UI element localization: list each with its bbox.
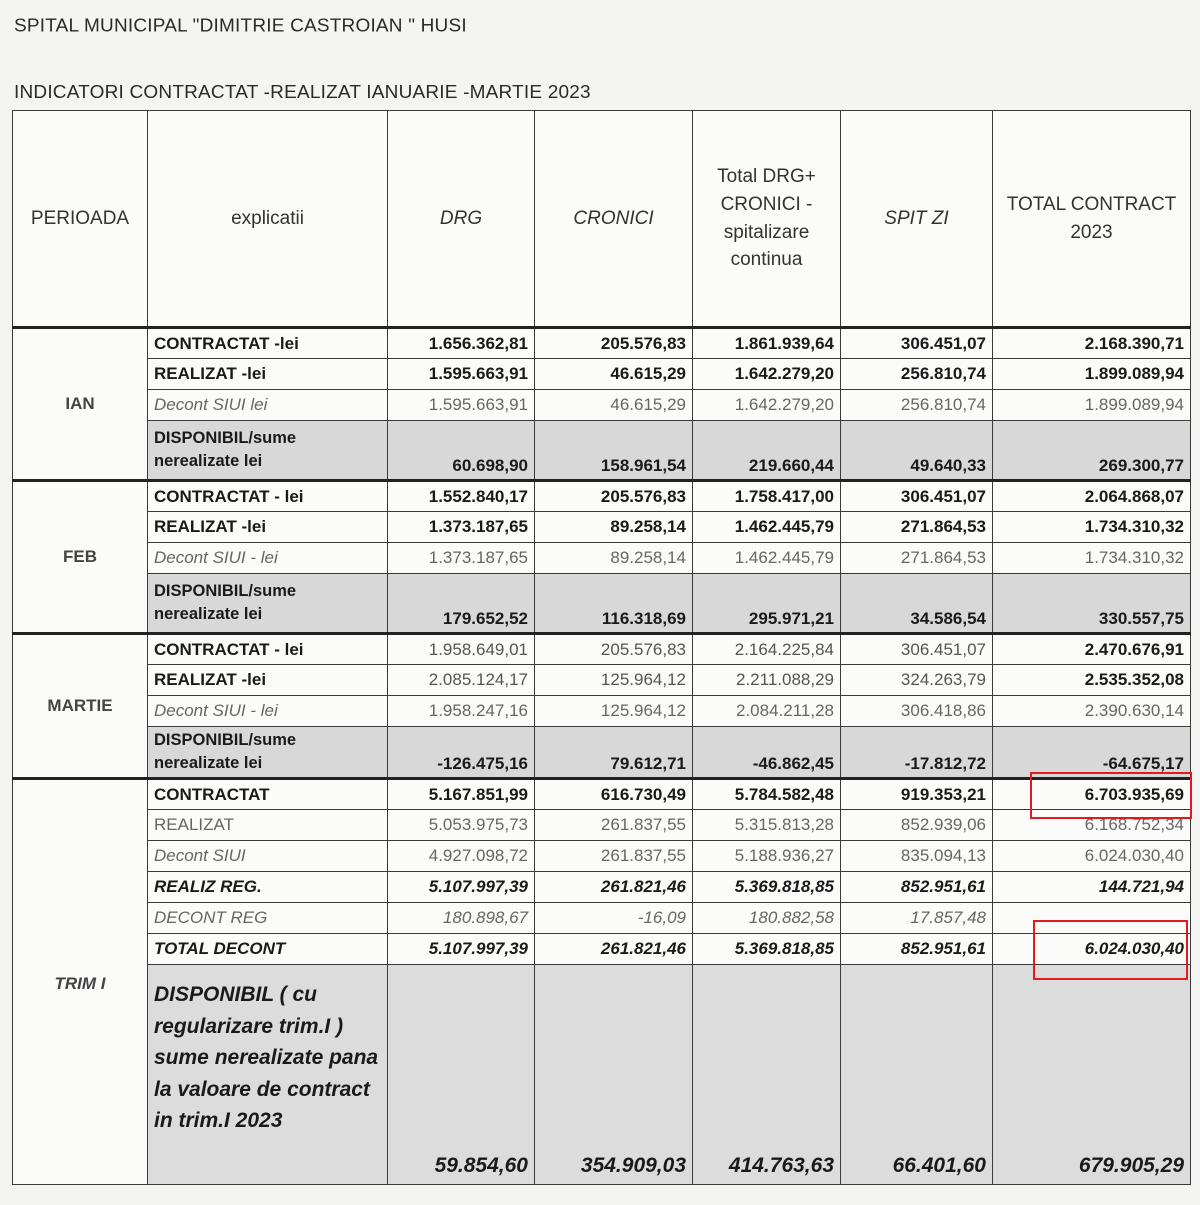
row-label: REALIZAT -lei bbox=[148, 665, 388, 696]
cell-cronici: 261.821,46 bbox=[535, 934, 693, 965]
cell-total-contract: 144.721,94 bbox=[993, 872, 1191, 903]
cell-total-drg-cronici: 2.164.225,84 bbox=[693, 634, 841, 665]
row-label: DISPONIBIL ( cu regularizare trim.I ) sume nerealizate pana la valoare de contract in trim.I 2023 bbox=[148, 965, 388, 1185]
table-row bbox=[13, 872, 1191, 903]
header-total-contract: TOTAL CONTRACT 2023 bbox=[993, 111, 1191, 328]
cell-spit-zi: 256.810,74 bbox=[841, 359, 993, 390]
cell-drg: 1.656.362,81 bbox=[388, 328, 535, 359]
row-label: REALIZ REG. bbox=[148, 872, 388, 903]
cell-total-contract: 1.899.089,94 bbox=[993, 359, 1191, 390]
header-perioada: PERIOADA bbox=[13, 111, 148, 328]
table-row-disponibil bbox=[13, 421, 1191, 481]
cell-cronici: 205.576,83 bbox=[535, 634, 693, 665]
cell-total-drg-cronici: 1.758.417,00 bbox=[693, 481, 841, 512]
table-row-disponibil bbox=[13, 574, 1191, 634]
cell-cronici: 89.258,14 bbox=[535, 543, 693, 574]
period-martie: MARTIE bbox=[13, 634, 148, 779]
cell-total-drg-cronici: 414.763,63 bbox=[693, 965, 841, 1185]
cell-total-drg-cronici: 2.211.088,29 bbox=[693, 665, 841, 696]
cell-total-contract: 330.557,75 bbox=[993, 574, 1191, 634]
cell-drg: 1.552.840,17 bbox=[388, 481, 535, 512]
row-label: Decont SIUI - lei bbox=[148, 543, 388, 574]
cell-total-drg-cronici: 2.084.211,28 bbox=[693, 696, 841, 727]
row-label: CONTRACTAT -lei bbox=[148, 328, 388, 359]
row-label: TOTAL DECONT bbox=[148, 934, 388, 965]
table-row bbox=[13, 390, 1191, 421]
row-label: REALIZAT -lei bbox=[148, 359, 388, 390]
row-label: REALIZAT -lei bbox=[148, 512, 388, 543]
cell-spit-zi: 852.951,61 bbox=[841, 934, 993, 965]
table-row bbox=[13, 779, 1191, 810]
row-label: DECONT REG bbox=[148, 903, 388, 934]
cell-total-contract: 1.899.089,94 bbox=[993, 390, 1191, 421]
cell-cronici: 125.964,12 bbox=[535, 665, 693, 696]
cell-spit-zi: 271.864,53 bbox=[841, 543, 993, 574]
cell-spit-zi: 306.418,86 bbox=[841, 696, 993, 727]
cell-total-contract: 2.535.352,08 bbox=[993, 665, 1191, 696]
period-trim-i bbox=[13, 779, 148, 1185]
cell-total-contract: 6.024.030,40 bbox=[993, 934, 1191, 965]
hospital-name: SPITAL MUNICIPAL "DIMITRIE CASTROIAN " HUSI bbox=[14, 16, 467, 37]
report-title: INDICATORI CONTRACTAT -REALIZAT IANUARIE -MARTIE 2023 bbox=[14, 82, 591, 103]
cell-total-drg-cronici: 180.882,58 bbox=[693, 903, 841, 934]
cell-cronici: 261.837,55 bbox=[535, 810, 693, 841]
cell-spit-zi: 306.451,07 bbox=[841, 481, 993, 512]
row-label: CONTRACTAT bbox=[148, 779, 388, 810]
cell-cronici: 205.576,83 bbox=[535, 328, 693, 359]
cell-drg: 1.958.649,01 bbox=[388, 634, 535, 665]
cell-spit-zi: 919.353,21 bbox=[841, 779, 993, 810]
cell-drg: 1.595.663,91 bbox=[388, 390, 535, 421]
cell-drg: 5.053.975,73 bbox=[388, 810, 535, 841]
header-cronici: CRONICI bbox=[535, 111, 693, 328]
cell-total-contract: 2.470.676,91 bbox=[993, 634, 1191, 665]
header-spit-zi: SPIT ZI bbox=[841, 111, 993, 328]
cell-spit-zi: 256.810,74 bbox=[841, 390, 993, 421]
cell-cronici: 79.612,71 bbox=[535, 727, 693, 779]
cell-drg: 1.373.187,65 bbox=[388, 512, 535, 543]
period-trim-i-label: TRIM I bbox=[54, 974, 106, 993]
cell-total-contract: 269.300,77 bbox=[993, 421, 1191, 481]
table-header-row bbox=[13, 111, 1191, 328]
cell-spit-zi: 324.263,79 bbox=[841, 665, 993, 696]
cell-cronici: 261.821,46 bbox=[535, 872, 693, 903]
cell-spit-zi: 835.094,13 bbox=[841, 841, 993, 872]
table-row bbox=[13, 512, 1191, 543]
row-label: REALIZAT bbox=[148, 810, 388, 841]
cell-total-drg-cronici: 1.462.445,79 bbox=[693, 512, 841, 543]
cell-spit-zi: 306.451,07 bbox=[841, 634, 993, 665]
cell-cronici: 116.318,69 bbox=[535, 574, 693, 634]
table-row-disponibil-final bbox=[13, 965, 1191, 1185]
table-row bbox=[13, 634, 1191, 665]
cell-drg: 4.927.098,72 bbox=[388, 841, 535, 872]
cell-drg: 180.898,67 bbox=[388, 903, 535, 934]
cell-drg: -126.475,16 bbox=[388, 727, 535, 779]
cell-cronici: 46.615,29 bbox=[535, 390, 693, 421]
table-row bbox=[13, 328, 1191, 359]
cell-total-drg-cronici: 5.784.582,48 bbox=[693, 779, 841, 810]
header-explicatii: explicatii bbox=[148, 111, 388, 328]
cell-cronici: 616.730,49 bbox=[535, 779, 693, 810]
cell-cronici: 46.615,29 bbox=[535, 359, 693, 390]
cell-total-drg-cronici: 5.188.936,27 bbox=[693, 841, 841, 872]
indicators-table bbox=[12, 110, 1191, 1185]
cell-total-contract: 6.168.752,34 bbox=[993, 810, 1191, 841]
cell-drg: 2.085.124,17 bbox=[388, 665, 535, 696]
cell-spit-zi: 17.857,48 bbox=[841, 903, 993, 934]
cell-total-contract: 2.168.390,71 bbox=[993, 328, 1191, 359]
table-row-disponibil bbox=[13, 727, 1191, 779]
row-label: CONTRACTAT - lei bbox=[148, 481, 388, 512]
header-total-drg-cronici: Total DRG+ CRONICI - spitalizare continua bbox=[693, 111, 841, 328]
cell-total-contract: 2.064.868,07 bbox=[993, 481, 1191, 512]
row-label: CONTRACTAT - lei bbox=[148, 634, 388, 665]
cell-spit-zi: 271.864,53 bbox=[841, 512, 993, 543]
table-row bbox=[13, 903, 1191, 934]
row-label: DISPONIBIL/sume nerealizate lei bbox=[148, 421, 388, 481]
table-row bbox=[13, 665, 1191, 696]
row-label: Decont SIUI - lei bbox=[148, 696, 388, 727]
table-row bbox=[13, 359, 1191, 390]
cell-total-drg-cronici: 219.660,44 bbox=[693, 421, 841, 481]
cell-spit-zi: 66.401,60 bbox=[841, 965, 993, 1185]
cell-cronici: 261.837,55 bbox=[535, 841, 693, 872]
cell-drg: 5.167.851,99 bbox=[388, 779, 535, 810]
cell-spit-zi: 852.939,06 bbox=[841, 810, 993, 841]
cell-total-drg-cronici: -46.862,45 bbox=[693, 727, 841, 779]
cell-drg: 59.854,60 bbox=[388, 965, 535, 1185]
cell-total-contract: 1.734.310,32 bbox=[993, 543, 1191, 574]
cell-total-drg-cronici: 1.642.279,20 bbox=[693, 390, 841, 421]
header-drg: DRG bbox=[388, 111, 535, 328]
table-row bbox=[13, 934, 1191, 965]
cell-total-contract bbox=[993, 903, 1191, 934]
cell-total-contract: 1.734.310,32 bbox=[993, 512, 1191, 543]
cell-total-contract: 6.703.935,69 bbox=[993, 779, 1191, 810]
cell-drg: 5.107.997,39 bbox=[388, 934, 535, 965]
cell-total-drg-cronici: 1.861.939,64 bbox=[693, 328, 841, 359]
table-row bbox=[13, 841, 1191, 872]
table-row bbox=[13, 696, 1191, 727]
cell-cronici: 354.909,03 bbox=[535, 965, 693, 1185]
cell-total-drg-cronici: 295.971,21 bbox=[693, 574, 841, 634]
cell-total-drg-cronici: 5.315.813,28 bbox=[693, 810, 841, 841]
cell-total-drg-cronici: 1.462.445,79 bbox=[693, 543, 841, 574]
row-label: DISPONIBIL/sume nerealizate lei bbox=[148, 574, 388, 634]
row-label: Decont SIUI lei bbox=[148, 390, 388, 421]
cell-cronici: 125.964,12 bbox=[535, 696, 693, 727]
cell-cronici: 205.576,83 bbox=[535, 481, 693, 512]
table-row bbox=[13, 481, 1191, 512]
cell-total-drg-cronici: 5.369.818,85 bbox=[693, 872, 841, 903]
cell-drg: 1.373.187,65 bbox=[388, 543, 535, 574]
cell-drg: 5.107.997,39 bbox=[388, 872, 535, 903]
table-row bbox=[13, 810, 1191, 841]
cell-spit-zi: -17.812,72 bbox=[841, 727, 993, 779]
cell-total-contract: -64.675,17 bbox=[993, 727, 1191, 779]
cell-total-contract: 2.390.630,14 bbox=[993, 696, 1191, 727]
cell-spit-zi: 306.451,07 bbox=[841, 328, 993, 359]
period-feb: FEB bbox=[13, 481, 148, 634]
cell-drg: 1.595.663,91 bbox=[388, 359, 535, 390]
period-ian: IAN bbox=[13, 328, 148, 481]
cell-total-drg-cronici: 5.369.818,85 bbox=[693, 934, 841, 965]
cell-cronici: 89.258,14 bbox=[535, 512, 693, 543]
cell-spit-zi: 49.640,33 bbox=[841, 421, 993, 481]
row-label: Decont SIUI bbox=[148, 841, 388, 872]
cell-total-contract: 6.024.030,40 bbox=[993, 841, 1191, 872]
row-label: DISPONIBIL/sume nerealizate lei bbox=[148, 727, 388, 779]
cell-spit-zi: 34.586,54 bbox=[841, 574, 993, 634]
cell-drg: 1.958.247,16 bbox=[388, 696, 535, 727]
cell-total-contract: 679.905,29 bbox=[993, 965, 1191, 1185]
cell-cronici: -16,09 bbox=[535, 903, 693, 934]
cell-drg: 60.698,90 bbox=[388, 421, 535, 481]
cell-drg: 179.652,52 bbox=[388, 574, 535, 634]
cell-spit-zi: 852.951,61 bbox=[841, 872, 993, 903]
cell-total-drg-cronici: 1.642.279,20 bbox=[693, 359, 841, 390]
table-row bbox=[13, 543, 1191, 574]
cell-cronici: 158.961,54 bbox=[535, 421, 693, 481]
